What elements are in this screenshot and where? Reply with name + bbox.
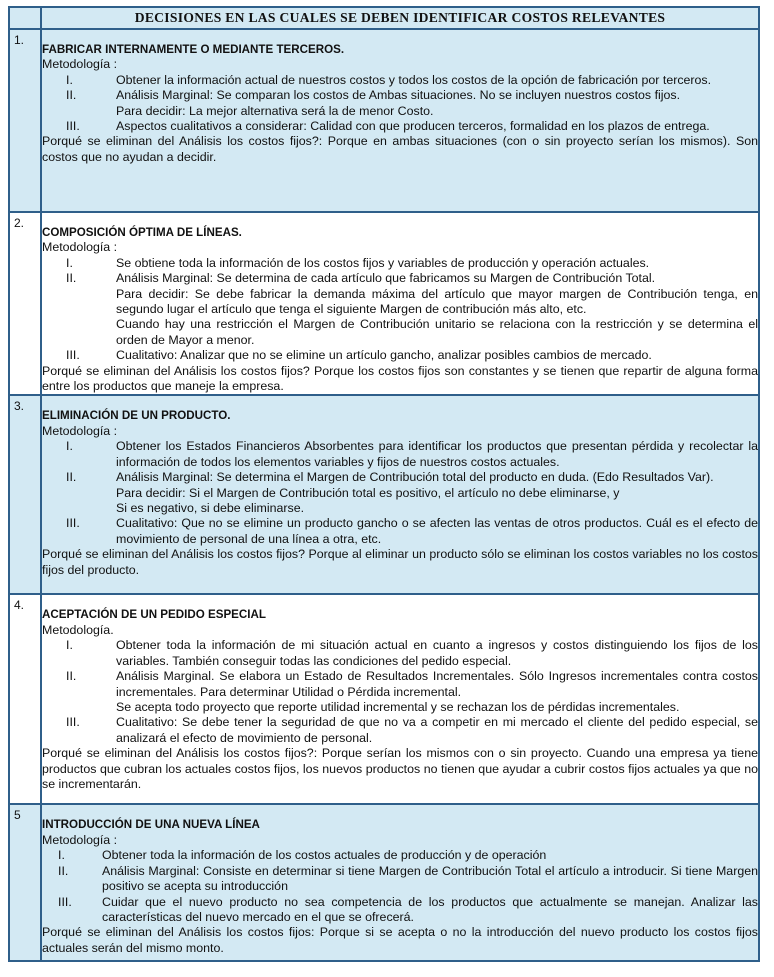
header-number-cell bbox=[9, 7, 41, 29]
roman-numeral: II. bbox=[66, 470, 77, 485]
section-content bbox=[41, 29, 759, 212]
roman-numeral: I. bbox=[66, 255, 73, 270]
roman-numeral: III. bbox=[66, 516, 80, 531]
section-title: FABRICAR INTERNAMENTE O MEDIANTE TERCEROS. bbox=[42, 43, 345, 56]
list-item bbox=[42, 715, 758, 746]
item-text: Cualitativo: Analizar que no se elimine un artículo gancho, analizar posibles cambios de mercado. bbox=[116, 348, 652, 363]
section-content bbox=[41, 395, 759, 594]
item-text: Análisis Marginal: Se determina de cada artículo que fabricamos su Margen de Contribución Total. bbox=[116, 271, 656, 286]
section-title: ELIMINACIÓN DE UN PRODUCTO. bbox=[42, 409, 231, 423]
section-row bbox=[9, 29, 759, 212]
item-text: Obtener los Estados Financieros Absorbentes para identificar los productos que presentan pérdida y recolectar la información de todos los elementos variables y fijos de nuestros costos actuales. bbox=[116, 439, 758, 469]
item-text: Obtener toda la información de los costos actuales de producción y de operación bbox=[102, 848, 547, 863]
fixed-costs-explanation: Porqué se eliminan del Análisis los costos fijos: Porque si se acepta o no la introducción del nuevo producto los costos fijos actuales serán del mismo monto. bbox=[42, 925, 758, 955]
item-text: Aspectos cualitativos a considerar: Calidad con que producen terceros, formalidad en los plazos de entrega. bbox=[116, 119, 710, 134]
section-number: 4. bbox=[9, 594, 41, 804]
section-row bbox=[9, 804, 759, 961]
roman-numeral: III. bbox=[58, 894, 72, 909]
section-number: 3. bbox=[9, 395, 41, 594]
list-item bbox=[42, 516, 758, 547]
table-title: DECISIONES EN LAS CUALES SE DEBEN IDENTIFICAR COSTOS RELEVANTES bbox=[41, 7, 759, 29]
list-item bbox=[42, 256, 758, 271]
section-content bbox=[41, 804, 759, 961]
item-text: Análisis Marginal: Se determina el Margen de Contribución total del producto en duda. (Edo Resultados Var). bbox=[116, 470, 714, 485]
item-text: Obtener toda la información de mi situación actual en cuanto a ingresos y costos distinguiendo los fijos de los variables. También conseguir todas las condiciones del pedido especial. bbox=[116, 638, 758, 668]
section-content bbox=[41, 594, 759, 804]
document bbox=[8, 6, 760, 962]
fixed-costs-explanation: Porqué se eliminan del Análisis los costos fijos?: Porque en ambas situaciones (con o sin proyecto serían los mismos). Son costos que no ayudan a decidir. bbox=[42, 134, 758, 164]
list-item bbox=[42, 848, 758, 863]
item-text: Cuidar que el nuevo producto no sea competencia de los productos que actualmente se manejan. Analizar las características del nuevo mercado en el que se ofrecerá. bbox=[102, 894, 758, 924]
item-subtext: Para decidir: La mejor alternativa será la de menor Costo. bbox=[116, 103, 434, 118]
methodology-label: Metodología : bbox=[42, 832, 118, 847]
roman-numeral: I. bbox=[66, 439, 73, 454]
methodology-label: Metodología : bbox=[42, 57, 118, 72]
section-row bbox=[9, 395, 759, 594]
decisions-table bbox=[8, 6, 760, 962]
section-number: 5 bbox=[9, 804, 41, 961]
roman-numeral: II. bbox=[58, 863, 69, 878]
item-text: Se obtiene toda la información de los costos fijos y variables de producción y operación actuales. bbox=[116, 255, 650, 270]
item-text: Obtener la información actual de nuestros costos y todos los costos de la opción de fabricación por terceros. bbox=[116, 72, 712, 87]
item-subtext: Cuando hay una restricción el Margen de Contribución unitario se relaciona con la restricción y se determina el orden de Mayor a menor. bbox=[116, 317, 758, 347]
list-item bbox=[42, 271, 758, 286]
list-item bbox=[42, 348, 758, 363]
roman-numeral: I. bbox=[66, 72, 73, 87]
item-subtext: Se acepta todo proyecto que reporte utilidad incremental y se rechazan los de pérdidas incrementales. bbox=[116, 699, 680, 714]
item-subtext: Para decidir: Si el Margen de Contribución total es positivo, el artículo no debe eliminarse, y bbox=[116, 485, 620, 500]
list-item bbox=[42, 439, 758, 470]
fixed-costs-explanation: Porqué se eliminan del Análisis los costos fijos? Porque los costos fijos son constantes y se tienen que repartir de alguna forma entre los productos que maneje la empresa. bbox=[42, 363, 758, 394]
roman-numeral: II. bbox=[66, 88, 77, 103]
item-text: Cualitativo: Que no se elimine un producto gancho o se afecten las ventas de otros productos. Cuál es el efecto de movimiento de personal de una línea a otra, etc. bbox=[116, 516, 758, 546]
list-item bbox=[42, 470, 758, 485]
methodology-label: Metodología : bbox=[42, 240, 118, 255]
list-item bbox=[42, 73, 758, 88]
item-text: Análisis Marginal: Se comparan los costos de Ambas situaciones. No se incluyen nuestros costos fijos. bbox=[116, 88, 681, 103]
methodology-label: Metodología. bbox=[42, 622, 114, 637]
roman-numeral: I. bbox=[66, 638, 73, 653]
roman-numeral: I. bbox=[58, 848, 65, 863]
list-item bbox=[42, 864, 758, 895]
list-item bbox=[42, 669, 758, 700]
section-content bbox=[41, 212, 759, 395]
list-item bbox=[42, 119, 758, 134]
list-item bbox=[42, 88, 758, 103]
item-text: Análisis Marginal: Consiste en determinar si tiene Margen de Contribución Total el artículo a introducir. Si tiene Margen positivo se acepta su introducción bbox=[102, 863, 758, 894]
list-item bbox=[42, 638, 758, 669]
roman-numeral: III. bbox=[66, 119, 80, 134]
roman-numeral: II. bbox=[66, 669, 77, 684]
item-text: Análisis Marginal. Se elabora un Estado de Resultados Incrementales. Sólo Ingresos incrementales contra costos incrementales. Para determinar Utilidad o Pérdida incremental. bbox=[116, 669, 758, 699]
section-number: 1. bbox=[9, 29, 41, 212]
section-row bbox=[9, 212, 759, 395]
section-number: 2. bbox=[9, 212, 41, 395]
section-title: ACEPTACIÓN DE UN PEDIDO ESPECIAL bbox=[42, 608, 266, 622]
item-subtext: Si es negativo, si debe eliminarse. bbox=[116, 500, 305, 515]
section-row bbox=[9, 594, 759, 804]
section-title: COMPOSICIÓN ÓPTIMA DE LÍNEAS. bbox=[42, 226, 242, 239]
item-text: Cualitativo: Se debe tener la seguridad de que no va a competir en mi mercado el cliente del pedido especial, se analizará el efecto de movimiento de personal. bbox=[116, 715, 758, 745]
roman-numeral: II. bbox=[66, 271, 77, 286]
fixed-costs-explanation: Porqué se eliminan del Análisis los costos fijos? Porque al eliminar un producto sólo se eliminan los costos variables no los costos fijos del producto. bbox=[42, 547, 758, 577]
list-item bbox=[42, 895, 758, 926]
section-title: INTRODUCCIÓN DE UNA NUEVA LÍNEA bbox=[42, 818, 260, 832]
item-subtext: Para decidir: Se debe fabricar la demanda máxima del artículo que mayor margen de Contribución tenga, en segundo lugar el artículo que tenga el siguiente Margen de contribución más alto, etc. bbox=[116, 286, 758, 317]
roman-numeral: III. bbox=[66, 348, 80, 363]
methodology-label: Metodología : bbox=[42, 423, 118, 438]
fixed-costs-explanation: Porqué se eliminan del Análisis los costos fijos?: Porque serían los mismos con o sin proyecto. Cuando una empresa ya tiene productos que cubran los actuales costos fijos, los nuevos productos no tienen que ayudar a cubrir costos fijos actuales ya que no se incrementarán. bbox=[42, 746, 758, 791]
roman-numeral: III. bbox=[66, 715, 80, 730]
header-row bbox=[9, 7, 759, 29]
